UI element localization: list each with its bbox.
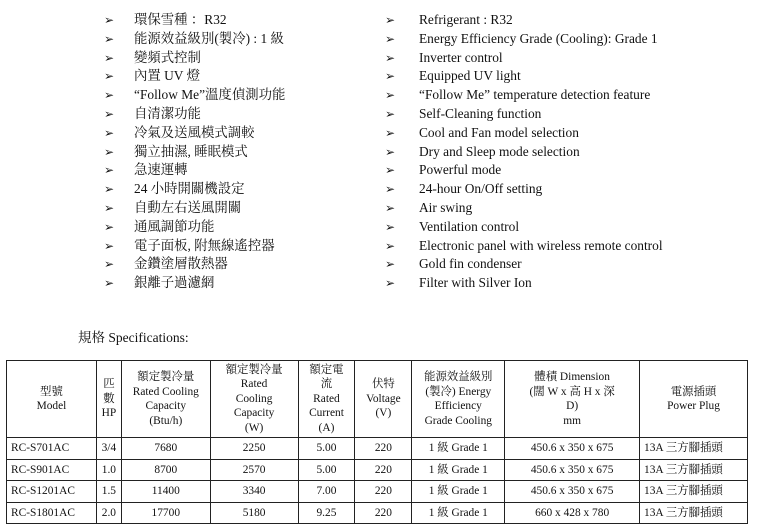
cell-current: 5.00 xyxy=(298,438,355,460)
feature-text: 能源效益級別(製冷) : 1 級 xyxy=(134,30,284,46)
feature-text: Powerful mode xyxy=(419,162,502,178)
cell-capacity-btu: 7680 xyxy=(121,438,210,460)
feature-text: 電子面板, 附無線遙控器 xyxy=(134,237,275,253)
feature-list-chinese xyxy=(104,11,374,293)
feature-item xyxy=(104,274,374,293)
cell-model: RC-S1801AC xyxy=(7,502,97,524)
cell-voltage: 220 xyxy=(355,502,412,524)
feature-text: “Follow Me” temperature detection feature xyxy=(419,87,651,103)
column-header-cooling-capacity-btu: 額定製冷量 Rated Cooling Capacity (Btu/h) xyxy=(121,361,210,438)
feature-item xyxy=(104,30,374,49)
feature-text: Air swing xyxy=(419,199,473,215)
feature-text: Refrigerant : R32 xyxy=(419,12,513,27)
cell-current: 7.00 xyxy=(298,481,355,503)
cell-voltage: 220 xyxy=(355,459,412,481)
cell-grade: 1 級 Grade 1 xyxy=(412,502,505,524)
column-header-voltage: 伏特 Voltage (V) xyxy=(355,361,412,438)
feature-text: 24-hour On/Off setting xyxy=(419,181,543,197)
feature-text: “Follow Me”溫度偵測功能 xyxy=(134,87,286,103)
cell-plug: 13A 三方腳插頭 xyxy=(640,438,748,460)
feature-text: 變頻式控制 xyxy=(134,49,201,65)
column-header-cooling-capacity-w: 額定製冷量 Rated Cooling Capacity (W) xyxy=(210,361,298,438)
cell-model: RC-S901AC xyxy=(7,459,97,481)
arrow-bullet-icon: ➢ xyxy=(385,13,396,27)
cell-capacity-w: 2250 xyxy=(210,438,298,460)
feature-list-english xyxy=(385,11,755,293)
arrow-bullet-icon: ➢ xyxy=(385,257,396,272)
arrow-bullet-icon: ➢ xyxy=(385,219,396,234)
feature-text: 環保雪種 ：R32 xyxy=(134,12,227,27)
cell-hp: 1.0 xyxy=(96,459,121,481)
arrow-bullet-icon: ➢ xyxy=(385,182,396,197)
feature-text: Dry and Sleep mode selection xyxy=(419,143,580,159)
cell-voltage: 220 xyxy=(355,481,412,503)
cell-grade: 1 級 Grade 1 xyxy=(412,459,505,481)
feature-item xyxy=(385,11,755,30)
arrow-bullet-icon: ➢ xyxy=(385,50,396,65)
cell-dimension: 450.6 x 350 x 675 xyxy=(505,459,640,481)
cell-hp: 2.0 xyxy=(96,502,121,524)
feature-text: 自動左右送風開關 xyxy=(134,199,242,215)
feature-item xyxy=(385,180,755,199)
column-header-efficiency-grade: 能源效益級別 (製冷) Energy Efficiency Grade Cooling xyxy=(412,361,505,438)
table-row xyxy=(7,481,748,503)
arrow-bullet-icon: ➢ xyxy=(104,219,115,234)
table-row xyxy=(7,502,748,524)
arrow-bullet-icon: ➢ xyxy=(104,182,115,197)
arrow-bullet-icon: ➢ xyxy=(104,276,115,291)
cell-plug: 13A 三方腳插頭 xyxy=(640,459,748,481)
cell-grade: 1 級 Grade 1 xyxy=(412,481,505,503)
arrow-bullet-icon: ➢ xyxy=(104,125,115,140)
cell-capacity-w: 5180 xyxy=(210,502,298,524)
arrow-bullet-icon: ➢ xyxy=(104,106,115,121)
cell-model: RC-S701AC xyxy=(7,438,97,460)
feature-text: 獨立抽濕, 睡眠模式 xyxy=(134,143,248,159)
feature-text: Cool and Fan model selection xyxy=(419,124,579,140)
specifications-heading: 規格 Specifications: xyxy=(78,330,189,345)
feature-item xyxy=(104,255,374,274)
cell-grade: 1 級 Grade 1 xyxy=(412,438,505,460)
arrow-bullet-icon: ➢ xyxy=(104,13,115,27)
cell-dimension: 660 x 428 x 780 xyxy=(505,502,640,524)
feature-item xyxy=(104,180,374,199)
arrow-bullet-icon: ➢ xyxy=(385,238,396,253)
feature-text: 金鑽塗層散熱器 xyxy=(134,256,228,272)
column-header-hp: 匹 數 HP xyxy=(96,361,121,438)
feature-text: 銀離子過濾網 xyxy=(134,275,215,291)
arrow-bullet-icon: ➢ xyxy=(104,31,115,46)
feature-text: Inverter control xyxy=(419,49,503,65)
arrow-bullet-icon: ➢ xyxy=(104,144,115,159)
feature-item xyxy=(385,255,755,274)
cell-dimension: 450.6 x 350 x 675 xyxy=(505,481,640,503)
cell-voltage: 220 xyxy=(355,438,412,460)
feature-text: 24 小時開關機設定 xyxy=(134,181,245,197)
cell-model: RC-S1201AC xyxy=(7,481,97,503)
cell-dimension: 450.6 x 350 x 675 xyxy=(505,438,640,460)
cell-current: 9.25 xyxy=(298,502,355,524)
feature-item xyxy=(385,274,755,293)
feature-item xyxy=(104,11,374,30)
feature-item xyxy=(385,86,755,105)
feature-text: 通風調節功能 xyxy=(134,218,215,234)
specifications-table xyxy=(6,360,748,524)
feature-text: Filter with Silver Ion xyxy=(419,275,532,291)
cell-plug: 13A 三方腳插頭 xyxy=(640,502,748,524)
column-header-dimension: 體積 Dimension (闊 W x 高 H x 深 D) mm xyxy=(505,361,640,438)
feature-text: 自清潔功能 xyxy=(134,105,201,121)
feature-text: Ventilation control xyxy=(419,218,520,234)
feature-text: 冷氣及送風模式調較 xyxy=(134,124,255,140)
arrow-bullet-icon: ➢ xyxy=(385,200,396,215)
feature-item xyxy=(104,105,374,124)
arrow-bullet-icon: ➢ xyxy=(104,238,115,253)
arrow-bullet-icon: ➢ xyxy=(385,144,396,159)
feature-item xyxy=(104,86,374,105)
feature-text: 內置 UV 燈 xyxy=(134,68,200,84)
column-header-rated-current: 額定電 流 Rated Current (A) xyxy=(298,361,355,438)
table-header-row xyxy=(7,361,748,438)
feature-text: Self-Cleaning function xyxy=(419,105,542,121)
feature-item xyxy=(385,237,755,256)
column-header-model: 型號 Model xyxy=(7,361,97,438)
feature-list xyxy=(0,11,761,301)
feature-item xyxy=(104,49,374,68)
arrow-bullet-icon: ➢ xyxy=(104,200,115,215)
feature-item xyxy=(385,124,755,143)
cell-current: 5.00 xyxy=(298,459,355,481)
cell-hp: 1.5 xyxy=(96,481,121,503)
feature-item xyxy=(104,124,374,143)
feature-item xyxy=(104,218,374,237)
feature-text: Electronic panel with wireless remote control xyxy=(419,237,663,253)
arrow-bullet-icon: ➢ xyxy=(104,163,115,178)
arrow-bullet-icon: ➢ xyxy=(385,276,396,291)
feature-item xyxy=(104,143,374,162)
cell-capacity-btu: 17700 xyxy=(121,502,210,524)
cell-capacity-w: 2570 xyxy=(210,459,298,481)
feature-item xyxy=(385,67,755,86)
arrow-bullet-icon: ➢ xyxy=(385,163,396,178)
feature-item xyxy=(104,237,374,256)
arrow-bullet-icon: ➢ xyxy=(104,50,115,65)
cell-hp: 3/4 xyxy=(96,438,121,460)
feature-item xyxy=(104,161,374,180)
arrow-bullet-icon: ➢ xyxy=(385,69,396,84)
arrow-bullet-icon: ➢ xyxy=(104,69,115,84)
feature-item xyxy=(104,199,374,218)
feature-item xyxy=(385,161,755,180)
cell-capacity-w: 3340 xyxy=(210,481,298,503)
feature-text: Energy Efficiency Grade (Cooling): Grade 1 xyxy=(419,30,658,46)
feature-item xyxy=(385,30,755,49)
feature-text: 急速運轉 xyxy=(134,162,188,178)
column-header-power-plug: 電源插頭 Power Plug xyxy=(640,361,748,438)
feature-item xyxy=(385,143,755,162)
feature-text: Equipped UV light xyxy=(419,68,521,84)
arrow-bullet-icon: ➢ xyxy=(385,106,396,121)
feature-item xyxy=(385,49,755,68)
arrow-bullet-icon: ➢ xyxy=(385,125,396,140)
arrow-bullet-icon: ➢ xyxy=(104,257,115,272)
cell-plug: 13A 三方腳插頭 xyxy=(640,481,748,503)
arrow-bullet-icon: ➢ xyxy=(104,88,115,103)
feature-item xyxy=(385,105,755,124)
feature-item xyxy=(385,218,755,237)
arrow-bullet-icon: ➢ xyxy=(385,31,396,46)
feature-text: Gold fin condenser xyxy=(419,256,522,272)
table-row xyxy=(7,438,748,460)
table-row xyxy=(7,459,748,481)
arrow-bullet-icon: ➢ xyxy=(385,88,396,103)
feature-item xyxy=(104,67,374,86)
cell-capacity-btu: 11400 xyxy=(121,481,210,503)
cell-capacity-btu: 8700 xyxy=(121,459,210,481)
feature-item xyxy=(385,199,755,218)
